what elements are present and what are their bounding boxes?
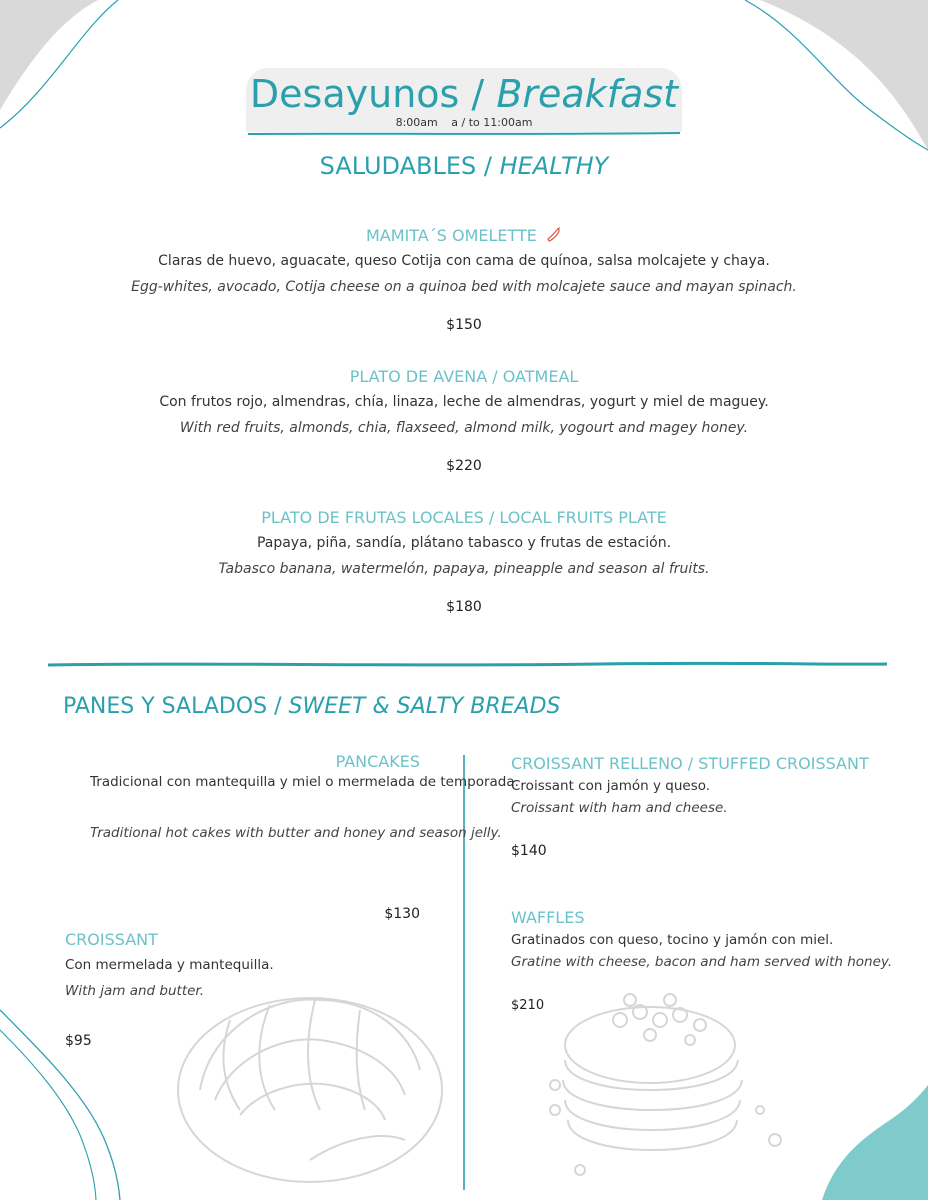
section-title-spanish: PANES Y SALADOS / bbox=[63, 694, 282, 719]
item-description-english: Tabasco banana, watermelón, papaya, pineapple and season al fruits. bbox=[218, 561, 710, 577]
hours-to: 11:00am bbox=[483, 116, 533, 129]
menu-item-title bbox=[0, 226, 928, 245]
item-description-spanish: Gratinados con queso, tocino y jamón con miel. bbox=[511, 932, 834, 948]
corner-line-bottom-left-1 bbox=[0, 1010, 120, 1200]
item-price: $140 bbox=[511, 843, 547, 859]
section-title-breads bbox=[63, 694, 561, 719]
item-description-english: Croissant with ham and cheese. bbox=[511, 800, 728, 816]
menu-item-title: PLATO DE FRUTAS LOCALES / LOCAL FRUITS PLATE bbox=[261, 508, 667, 527]
menu-item-title: PANCAKES bbox=[335, 752, 420, 771]
title-underline bbox=[248, 133, 680, 134]
corner-blob-bottom-right bbox=[822, 1085, 928, 1200]
item-price: $180 bbox=[446, 599, 482, 615]
item-description-spanish: Croissant con jamón y queso. bbox=[511, 778, 711, 794]
column-divider bbox=[464, 755, 465, 1190]
section-title-healthy bbox=[0, 152, 928, 180]
item-description-english: With red fruits, almonds, chia, flaxseed, almond milk, yogourt and magey honey. bbox=[179, 420, 749, 436]
croissant-illustration bbox=[178, 998, 442, 1182]
section-divider bbox=[48, 663, 887, 665]
item-description-spanish: Papaya, piña, sandía, plátano tabasco y frutas de estación. bbox=[256, 535, 672, 551]
item-description-spanish: Tradicional con mantequilla y miel o mermelada de temporada. bbox=[90, 774, 519, 790]
pancakes-illustration bbox=[550, 994, 781, 1175]
corner-line-bottom-left-2 bbox=[0, 1030, 96, 1200]
section-title-spanish: SALUDABLES / bbox=[319, 152, 492, 180]
item-price: $150 bbox=[446, 317, 482, 333]
item-description-spanish: Con frutos rojo, almendras, chía, linaza, leche de almendras, yogurt y miel de maguey. bbox=[159, 394, 769, 410]
page-title bbox=[246, 72, 682, 116]
item-price: $95 bbox=[65, 1033, 92, 1049]
title-spanish: Desayunos / bbox=[249, 72, 485, 116]
menu-item-title: WAFFLES bbox=[511, 908, 585, 927]
item-price: $220 bbox=[446, 458, 482, 474]
chili-pepper-icon bbox=[546, 227, 562, 243]
corner-blob-top-right bbox=[760, 0, 928, 150]
menu-item-title: CROISSANT RELLENO / STUFFED CROISSANT bbox=[511, 754, 869, 773]
item-description-english: Traditional hot cakes with butter and honey and season jelly. bbox=[90, 825, 502, 841]
hours-from: 8:00am bbox=[395, 116, 438, 129]
title-english: Breakfast bbox=[496, 72, 679, 116]
item-price: $210 bbox=[511, 998, 545, 1013]
item-description-spanish: Claras de huevo, aguacate, queso Cotija con cama de quínoa, salsa molcajete y chaya. bbox=[158, 253, 770, 269]
hours-separator: a / to bbox=[451, 116, 480, 129]
menu-item-title: CROISSANT bbox=[65, 930, 158, 949]
section-title-english: HEALTHY bbox=[499, 152, 609, 180]
item-price: $130 bbox=[384, 906, 420, 922]
item-name: MAMITA´S OMELETTE bbox=[366, 226, 537, 245]
item-description-english: Gratine with cheese, bacon and ham served with honey. bbox=[511, 954, 893, 970]
section-title-english: SWEET & SALTY BREADS bbox=[288, 694, 561, 719]
item-description-english: Egg-whites, avocado, Cotija cheese on a quinoa bed with molcajete sauce and mayan spinach. bbox=[131, 279, 797, 295]
corner-blob-top-left bbox=[0, 0, 98, 110]
service-hours bbox=[246, 116, 682, 129]
item-description-spanish: Con mermelada y mantequilla. bbox=[65, 957, 274, 973]
menu-item-title: PLATO DE AVENA / OATMEAL bbox=[349, 367, 579, 386]
item-description-english: With jam and butter. bbox=[65, 983, 205, 999]
